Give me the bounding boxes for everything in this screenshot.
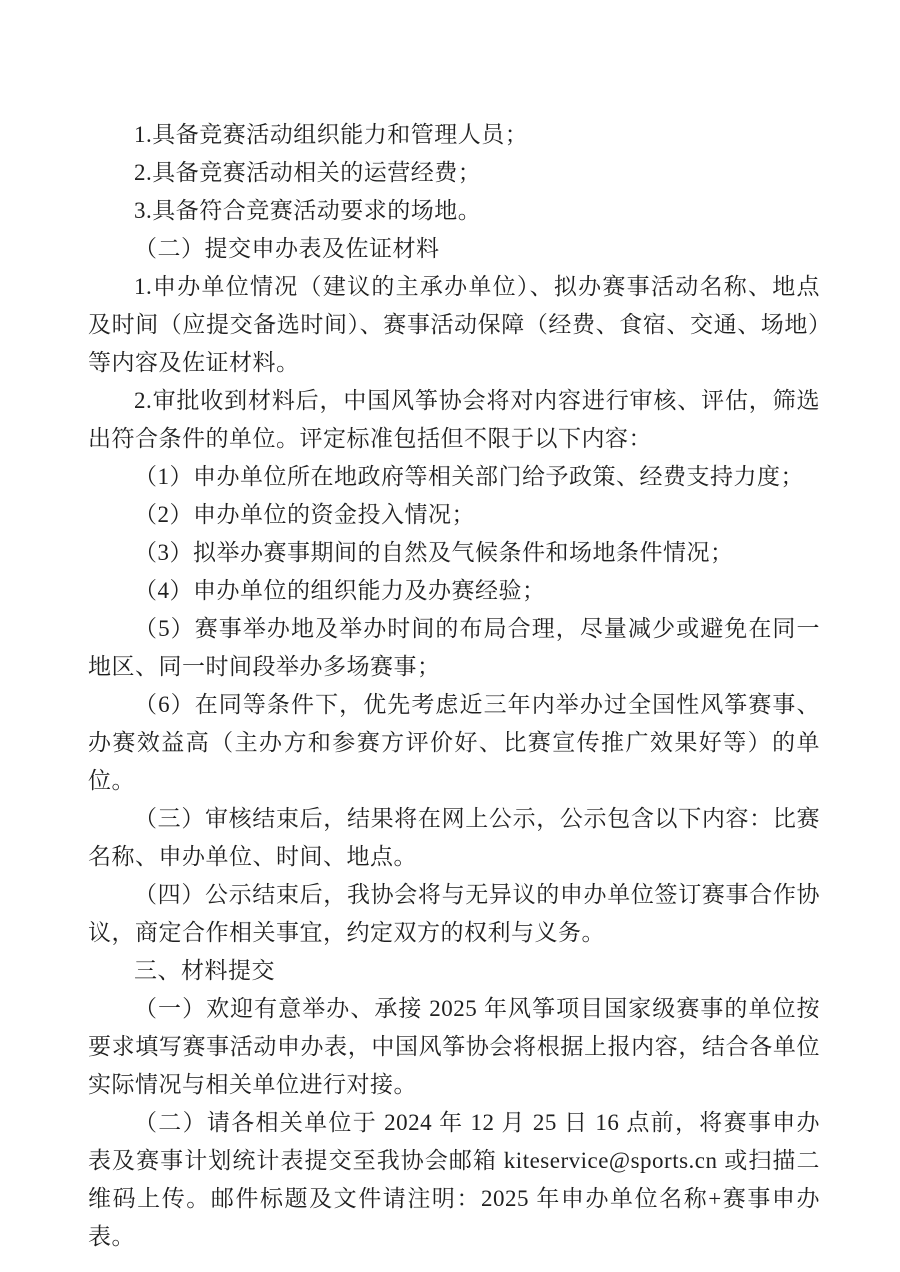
paragraph-criteria-1: （1）申办单位所在地政府等相关部门给予政策、经费支持力度； [134,464,804,489]
paragraph-submission-1: （一）欢迎有意举办、承接 2025 年风筝项目国家级赛事的单位按要求填写赛事活动申办表，中国风筝协会将根据上报内容，结合各单位实际情况与相关单位进行对接。 [88,996,820,1097]
paragraph-requirement-2: 2.具备竞赛活动相关的运营经费； [134,160,482,185]
paragraph-requirement-1: 1.具备竞赛活动组织能力和管理人员； [134,122,529,147]
paragraph-review-publicity: （三）审核结束后，结果将在网上公示，公示包含以下内容：比赛名称、申办单位、时间、地点。 [88,806,820,869]
paragraph-criteria-2: （2）申办单位的资金投入情况； [134,502,475,527]
paragraph-criteria-5: （5）赛事举办地及举办时间的布局合理，尽量减少或避免在同一地区、同一时间段举办多场赛事； [88,616,820,679]
paragraph-agreement: （四）公示结束后，我协会将与无异议的申办单位签订赛事合作协议，商定合作相关事宜，约定双方的权利与义务。 [88,882,820,945]
paragraph-requirement-3: 3.具备符合竞赛活动要求的场地。 [134,198,482,223]
paragraph-submission-2: （二）请各相关单位于 2024 年 12 月 25 日 16 点前，将赛事申办表及赛事计划统计表提交至我协会邮箱 kiteservice@sports.cn 或扫描二维码上传。邮件标题及文件请注明：2025 年申办单位名称+赛事申办表。 [88,1110,820,1249]
heading-section-2: （二）提交申办表及佐证材料 [134,236,440,261]
heading-section-3: 三、材料提交 [134,958,275,983]
paragraph-materials-1: 1.申办单位情况（建议的主承办单位）、拟办赛事活动名称、地点及时间（应提交备选时间）、赛事活动保障（经费、食宿、交通、场地）等内容及佐证材料。 [88,274,820,375]
document-body [88,116,820,1256]
paragraph-criteria-4: （4）申办单位的组织能力及办赛经验； [134,578,546,603]
paragraph-materials-2: 2.审批收到材料后，中国风筝协会将对内容进行审核、评估，筛选出符合条件的单位。评定标准包括但不限于以下内容： [88,388,820,451]
paragraph-criteria-6: （6）在同等条件下，优先考虑近三年内举办过全国性风筝赛事、办赛效益高（主办方和参赛方评价好、比赛宣传推广效果好等）的单位。 [88,692,820,793]
paragraph-criteria-3: （3）拟举办赛事期间的自然及气候条件和场地条件情况； [134,540,734,565]
